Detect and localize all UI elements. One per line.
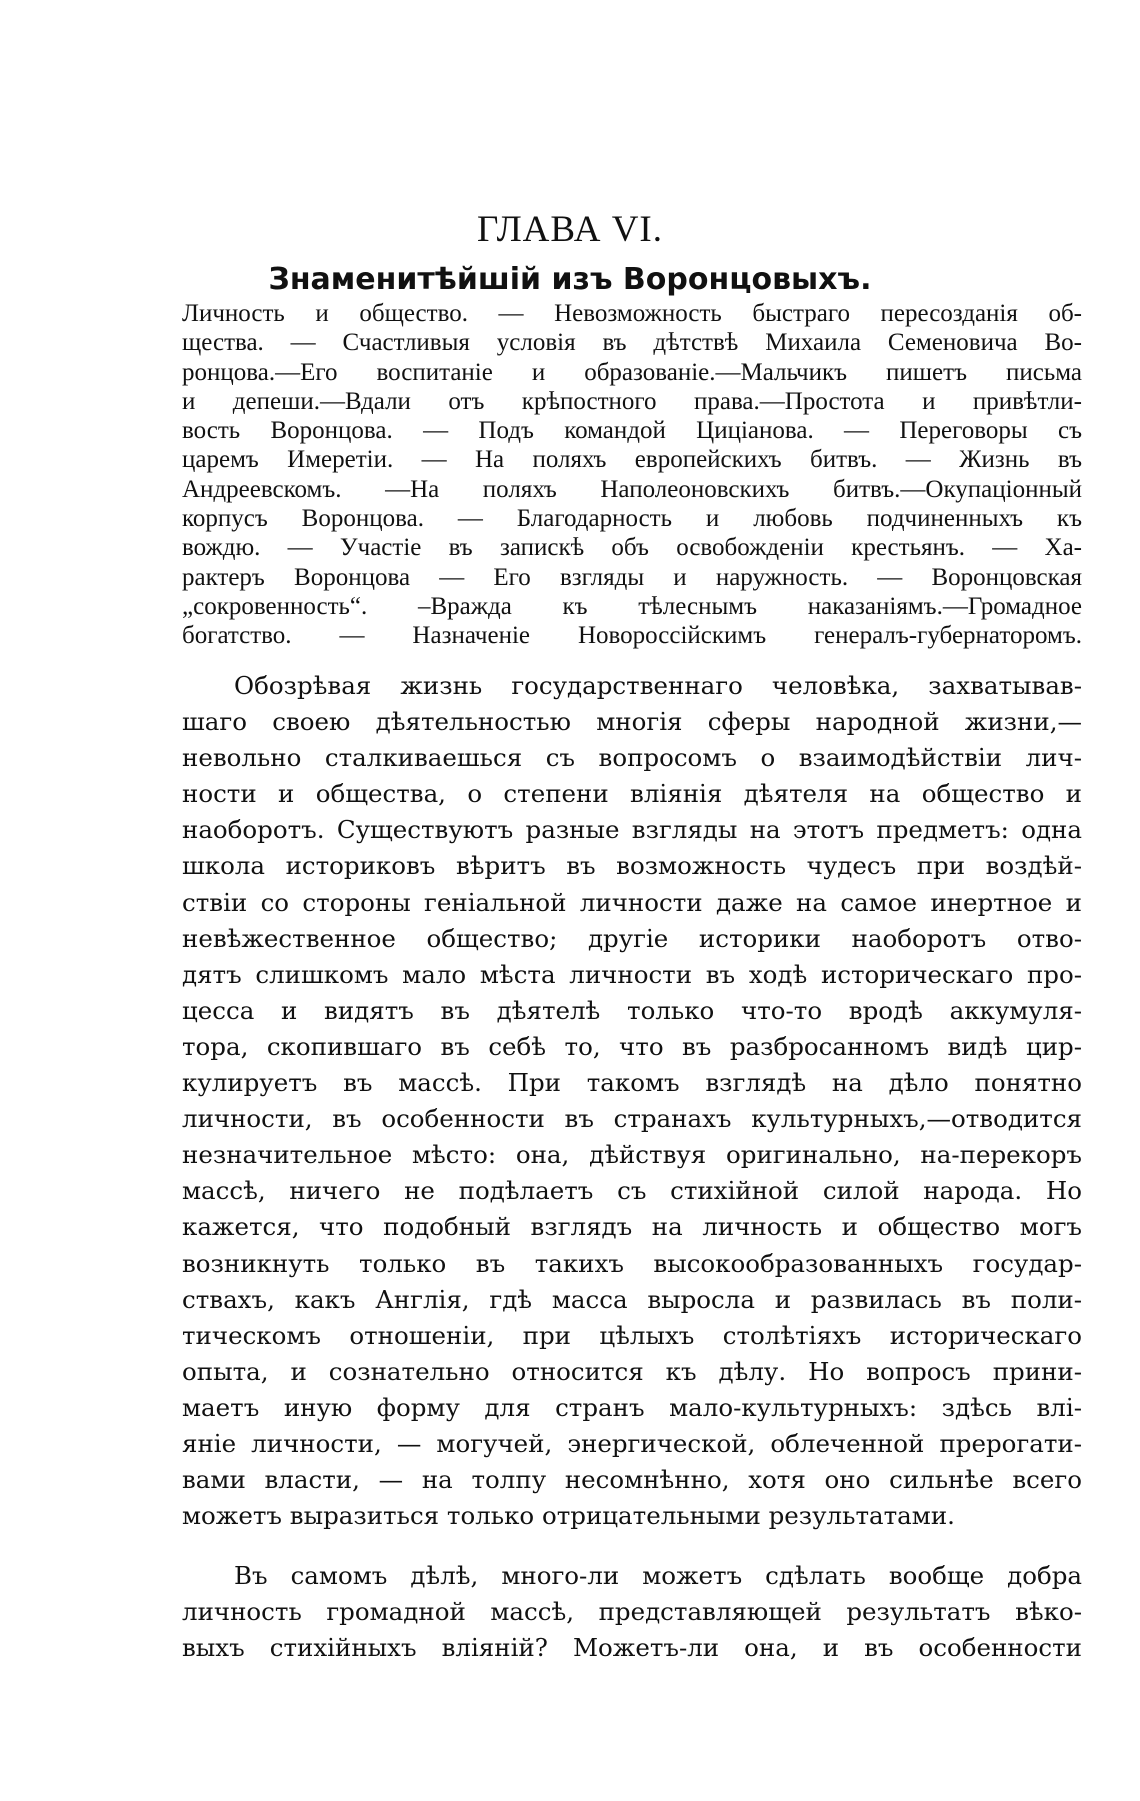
summary-line: Андреевскомъ. —На поляхъ Наполеоновскихъ битвъ.—Окупаціонный — [182, 475, 1082, 503]
paragraph-line: опыта, и сознательно относится къ дѣлу. Но вопросъ прини- — [182, 1356, 1082, 1386]
paragraph-line: личность громадной массѣ, представляющей результатъ вѣко- — [182, 1597, 1082, 1627]
summary-line: царемъ Имеретіи. — На поляхъ европейскихъ битвъ. — Жизнь въ — [182, 446, 1082, 474]
paragraph-line: Обозрѣвая жизнь государственнаго человѣка, захватывав- — [234, 671, 1082, 700]
paragraph-line: кажется, что подобный взглядъ на личность и общество могъ — [182, 1212, 1082, 1242]
paragraph-line: ствахъ, какъ Англія, гдѣ масса выросла и развилась въ поли- — [182, 1284, 1082, 1314]
chapter-title: Знаменитѣйшій изъ Воронцовыхъ. — [268, 262, 872, 297]
paragraph-line: незначительное мѣсто: она, дѣйствуя оригинально, на-перекоръ — [182, 1140, 1082, 1170]
chapter-summary — [182, 299, 1082, 651]
paragraph-line: маетъ иную форму для странъ мало-культурныхъ: здѣсь влі- — [182, 1392, 1082, 1422]
paragraph-line: массѣ, ничего не подѣлаетъ съ стихійной силой народа. Но — [182, 1176, 1082, 1206]
paragraph-line: цесса и видятъ въ дѣятелѣ только что-то вродѣ аккумуля- — [182, 995, 1082, 1025]
chapter-number: ГЛАВА VI. — [476, 209, 664, 250]
summary-line: Личность и общество. — Невозможность быстраго пересозданія об- — [182, 300, 1082, 327]
paragraph-line: выхъ стихійныхъ вліяній? Можетъ-ли она, и въ особенности — [182, 1633, 1082, 1663]
paragraph-line: кулируетъ въ массѣ. При такомъ взглядѣ на дѣло понятно — [182, 1068, 1082, 1098]
summary-line: вождю. — Участіе въ запискѣ объ освобожденіи крестьянъ. — Ха- — [182, 534, 1082, 562]
paragraph-line: шаго своею дѣятельностью многія сферы народной жизни,— — [182, 707, 1082, 737]
paragraph-line: школа историковъ вѣритъ въ возможность чудесъ при воздѣй- — [182, 851, 1082, 881]
paragraph-line: возникнуть только въ такихъ высокообразованныхъ государ- — [182, 1248, 1082, 1278]
summary-line: ронцова.—Его воспитаніе и образованіе.—Мальчикъ пишетъ письма — [182, 358, 1082, 386]
paragraph-1 — [182, 668, 1082, 1534]
paragraph-line: невольно сталкиваешься съ вопросомъ о взаимодѣйствіи лич- — [182, 743, 1082, 773]
paragraph-line: ствіи со стороны геніальной личности даже на самое инертное и — [182, 887, 1082, 917]
summary-line: рактеръ Воронцова — Его взгляды и наружность. — Воронцовская — [182, 563, 1082, 591]
paragraph-line: можетъ выразиться только отрицательными результатами. — [182, 1501, 955, 1531]
summary-line: и депеши.—Вдали отъ крѣпостного права.—Простота и привѣтли- — [182, 387, 1082, 415]
paragraph-line: Въ самомъ дѣлѣ, много-ли можетъ сдѣлать вообще добра — [234, 1561, 1082, 1590]
summary-line: богатство. — Назначеніе Новороссійскимъ генералъ-губернаторомъ. — [182, 622, 1082, 650]
summary-line: вость Воронцова. — Подъ командой Циціанова. — Переговоры съ — [182, 417, 1082, 445]
paragraph-2 — [182, 1558, 1082, 1666]
paragraph-line: яніе личности, — могучей, энергической, облеченной прерогати- — [182, 1428, 1082, 1458]
paragraph-line: тическомъ отношеніи, при цѣлыхъ столѣтіяхъ историческаго — [182, 1320, 1082, 1350]
summary-line: „сокровенность“. –Вражда къ тѣлеснымъ наказаніямъ.—Громадное — [182, 592, 1082, 620]
summary-line: корпусъ Воронцова. — Благодарность и любовь подчиненныхъ къ — [182, 505, 1082, 533]
paragraph-line: личности, въ особенности въ странахъ культурныхъ,—отводится — [182, 1104, 1082, 1134]
summary-line: щества. — Счастливыя условія въ дѣтствѣ Михаила Семеновича Во- — [182, 329, 1082, 357]
paragraph-line: наоборотъ. Существуютъ разные взгляды на этотъ предметъ: одна — [182, 815, 1082, 845]
paragraph-line: ности и общества, о степени вліянія дѣятеля на общество и — [182, 779, 1082, 809]
paragraph-line: вами власти, — на толпу несомнѣнно, хотя оно сильнѣе всего — [182, 1465, 1082, 1495]
paragraph-line: тора, скопившаго въ себѣ то, что въ разбросанномъ видѣ цир- — [182, 1031, 1082, 1061]
paragraph-line: невѣжественное общество; другіе историки наоборотъ отво- — [182, 923, 1082, 953]
paragraph-line: дятъ слишкомъ мало мѣста личности въ ходѣ историческаго про- — [182, 959, 1082, 989]
